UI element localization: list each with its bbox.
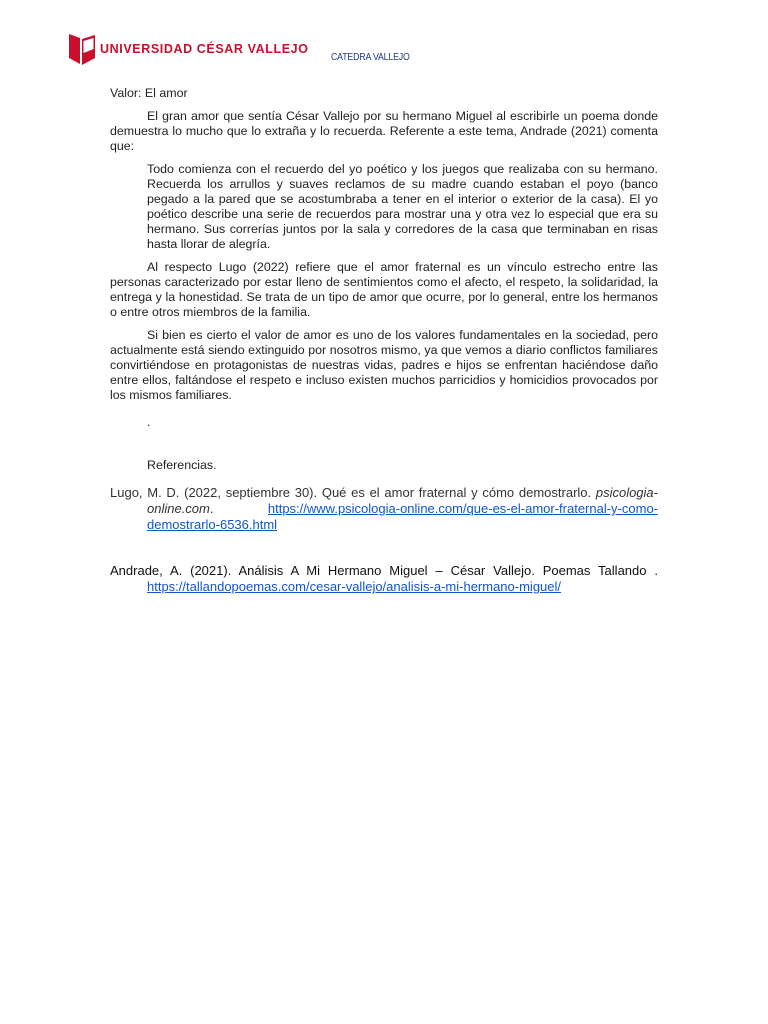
reference-lugo-link[interactable]: https://www.psicologia-online.com/que-es-el-amor-fraternal-y-como-demostrarlo-6536.html	[147, 501, 658, 532]
reference-andrade	[110, 563, 658, 595]
paragraph-lugo: Al respecto Lugo (2022) refiere que el amor fraternal es un vínculo estrecho entre las personas caracterizado por estar lleno de sentimientos como el afecto, el respeto, la solidaridad, la entrega y la honestidad. Se trata de un tipo de amor que ocurre, por lo general, entre los hermanos o entre otros miembros de la familia.	[110, 260, 658, 319]
paragraph-intro: El gran amor que sentía César Vallejo por su hermano Miguel al escribirle un poema donde demuestra lo mucho que lo extraña y lo recuerda. Referente a este tema, Andrade (2021) comenta que:	[110, 109, 658, 153]
reference-andrade-link[interactable]: https://tallandopoemas.com/cesar-vallejo/analisis-a-mi-hermano-miguel/	[147, 579, 562, 594]
references-heading: Referencias.	[147, 458, 217, 472]
logo-text: UNIVERSIDAD CÉSAR VALLEJO	[100, 42, 309, 56]
reference-lugo	[110, 485, 658, 533]
header-title: CATEDRA VALLEJO	[331, 52, 410, 63]
reference-lugo-text: Lugo, M. D. (2022, septiembre 30). Qué es el amor fraternal y cómo demostrarlo.	[110, 485, 596, 500]
paragraph-conclusion: Si bien es cierto el valor de amor es uno de los valores fundamentales en la sociedad, pero actualmente está siendo extinguido por nosotros mismo, ya que vemos a diario conflictos familiares convirtiéndose en protagonistas de nuestras vidas, padres e hijos se enfrentan haciéndose daño entre ellos, faltándose el respeto e incluso existen muchos parricidios y homicidios provocados por los mismos familiares.	[110, 328, 658, 402]
reference-andrade-text: Andrade, A. (2021). Análisis A Mi Hermano Miguel – César Vallejo. Poemas Tallando .	[110, 563, 658, 578]
reference-lugo-site: psicologia-online.com	[147, 485, 658, 516]
university-logo	[68, 32, 309, 70]
value-title: Valor: El amor	[110, 86, 188, 100]
reference-lugo-punct: .	[209, 501, 268, 516]
document-body	[110, 86, 658, 605]
stray-period: .	[147, 415, 151, 429]
university-shield-icon	[68, 32, 98, 70]
page-header	[0, 0, 768, 80]
block-quote: Todo comienza con el recuerdo del yo poético y los juegos que realizaba con su hermano. Recuerda los arrullos y suaves reclamos de su madre cuando estaban el poyo (banco pegado a la pared que se acostumbraba a tener en el interior o exterior de la casa). El yo poético describe una serie de recuerdos para mostrar una y otra vez lo especial que era su hermano. Sus correrías juntos por la sala y corredores de la casa que terminaban en risas hasta llorar de alegría.	[147, 162, 658, 251]
